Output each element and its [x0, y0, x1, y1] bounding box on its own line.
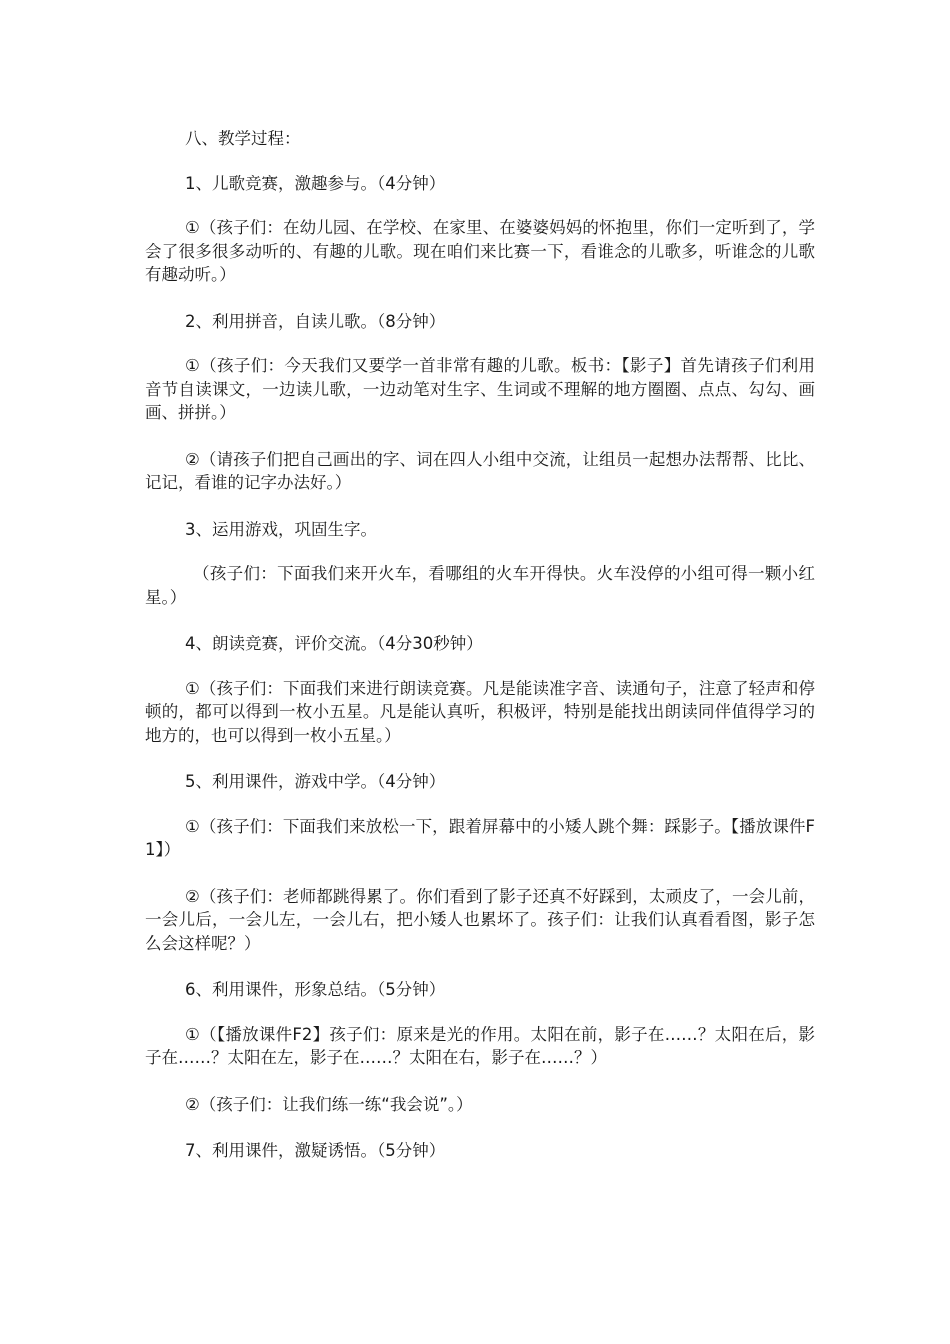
step-5-paragraph-2: ②（孩子们：老师都跳得累了。你们看到了影子还真不好踩到，太顽皮了，一会儿前，一会儿后，一会儿左，一会儿右，把小矮人也累坏了。孩子们：让我们认真看看图，影子怎么会这样呢？）	[145, 886, 815, 953]
step-heading-3: 3、运用游戏，巩固生字。	[185, 519, 377, 539]
step-5-paragraph-1: ①（孩子们：下面我们来放松一下，跟着屏幕中的小矮人跳个舞：踩影子。【播放课件F1】）	[145, 816, 815, 859]
step-2-paragraph-1: ①（孩子们：今天我们又要学一首非常有趣的儿歌。板书：【影子】首先请孩子们利用音节自读课文，一边读儿歌，一边动笔对生字、生词或不理解的地方圈圈、点点、勾勾、画画、拼拼。）	[145, 356, 815, 422]
step-heading-5: 5、利用课件，游戏中学。（4分钟）	[185, 772, 446, 791]
document-body	[145, 127, 815, 1184]
step-6-paragraph-2: ②（孩子们：让我们练一练“我会说”。）	[185, 1094, 473, 1114]
step-4-paragraph-1: ①（孩子们：下面我们来进行朗读竞赛。凡是能读准字音、读通句子，注意了轻声和停顿的，都可以得到一枚小五星。凡是能认真听，积极评，特别是能找出朗读同伴值得学习的地方的，也可以得到一枚小五星。）	[145, 678, 815, 745]
step-heading-6: 6、利用课件，形象总结。（5分钟）	[185, 980, 446, 999]
step-3-paragraph-1: （孩子们：下面我们来开火车，看哪组的火车开得快。火车没停的小组可得一颗小红星。）	[145, 564, 815, 607]
step-heading-4: 4、朗读竞赛，评价交流。（4分30秒钟）	[185, 634, 483, 653]
step-heading-7: 7、利用课件，激疑诱悟。（5分钟）	[185, 1141, 446, 1160]
step-2-paragraph-2: ②（请孩子们把自己画出的字、词在四人小组中交流，让组员一起想办法帮帮、比比、记记，看谁的记字办法好。）	[145, 449, 815, 492]
step-6-paragraph-1: ①（【播放课件F2】孩子们：原来是光的作用。太阳在前，影子在……？太阳在后，影子在……？太阳在左，影子在……？太阳在右，影子在……？）	[145, 1024, 815, 1067]
step-heading-1: 1、儿歌竞赛，激趣参与。（4分钟）	[185, 173, 446, 193]
step-1-paragraph-1: ①（孩子们：在幼儿园、在学校、在家里、在婆婆妈妈的怀抱里，你们一定听到了，学会了很多很多动听的、有趣的儿歌。现在咱们来比赛一下，看谁念的儿歌多，听谁念的儿歌有趣动听。）	[145, 218, 815, 284]
section-heading-teaching-process: 八、教学过程：	[185, 129, 301, 148]
step-heading-2: 2、利用拼音，自读儿歌。（8分钟）	[185, 311, 446, 331]
